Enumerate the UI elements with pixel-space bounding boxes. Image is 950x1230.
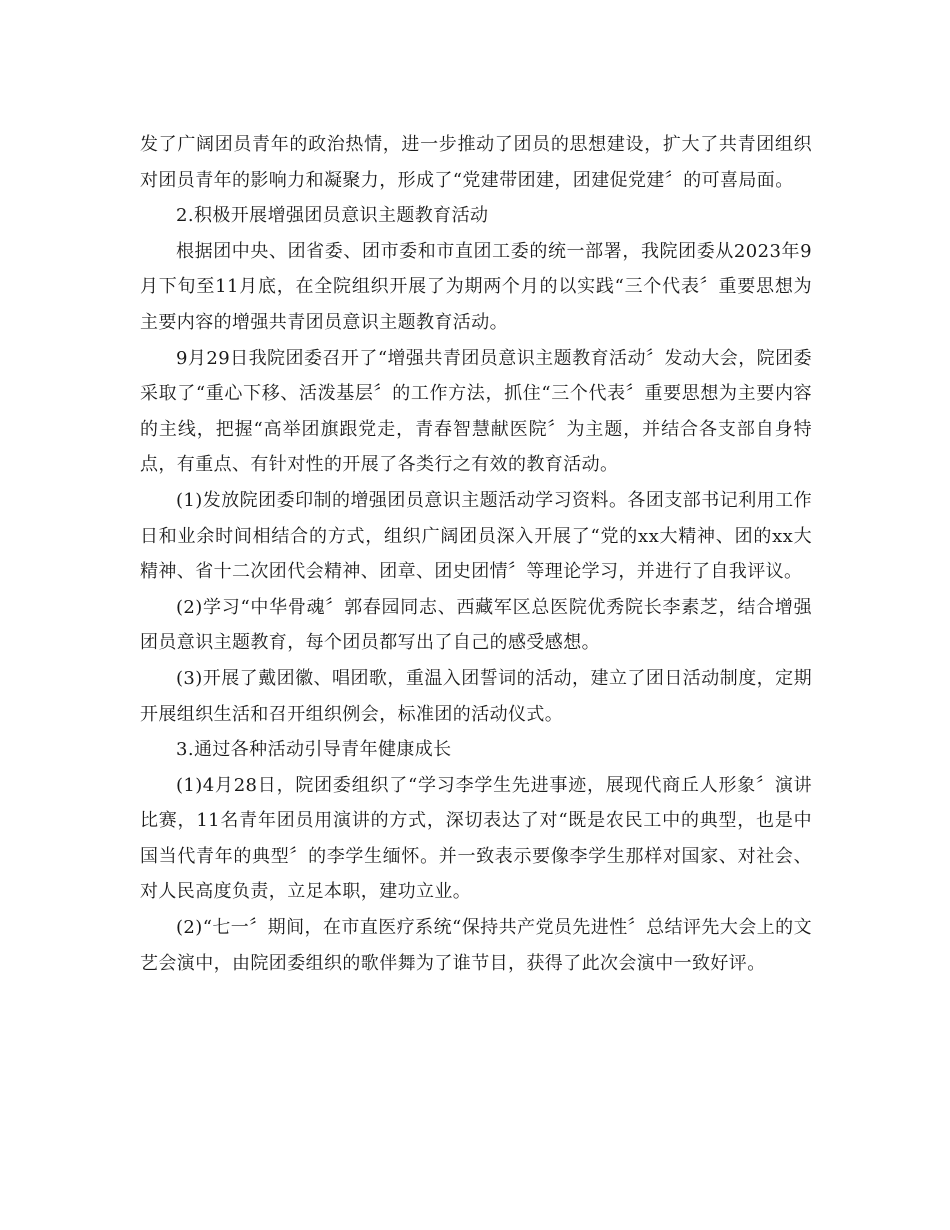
section-heading-3: 3.通过各种活动引导青年健康成长 xyxy=(176,739,452,761)
list-item: (2)“七一〞期间，在市直医疗系统“保持共产党员先进性〞总结评先大会上的文艺会演中，由院团委组织的歌伴舞为了谁节目，获得了此次会演中一致好评。 xyxy=(140,917,812,974)
list-item: (2)学习“中华骨魂〞郭春园同志、西藏军区总医院优秀院长李素芝，结合增强团员意识主题教育，每个团员都写出了自己的感受感想。 xyxy=(140,596,812,654)
document-body xyxy=(140,127,812,981)
paragraph: 9月29日我院团委召开了“增强共青团员意识主题教育活动〞发动大会，院团委采取了“重心下移、活泼基层〞的工作方法，抓住“三个代表〞重要思想为主要内容的主线，把握“高举团旗跟党走，青春智慧献医院〞为主题，并结合各支部自身特点，有重点、有针对性的开展了各类行之有效的教育活动。 xyxy=(140,347,812,476)
list-item: (1)4月28日，院团委组织了“学习李学生先进事迹，展现代商丘人形象〞演讲比赛，11名青年团员用演讲的方式，深切表达了对“既是农民工中的典型，也是中国当代青年的典型〞的李学生缅怀。并一致表示要像李学生那样对国家、对社会、对人民高度负责，立足本职，建功立业。 xyxy=(140,774,812,903)
list-item: (1)发放院团委印制的增强团员意识主题活动学习资料。各团支部书记利用工作日和业余时间相结合的方式，组织广阔团员深入开展了“党的xx大精神、团的xx大精神、省十二次团代会精神、团章、团史团情〞等理论学习，并进行了自我评议。 xyxy=(140,489,812,583)
paragraph: 根据团中央、团省委、团市委和市直团工委的统一部署，我院团委从2023年9月下旬至11月底，在全院组织开展了为期两个月的以实践“三个代表〞重要思想为主要内容的增强共青团员意识主题教育活动。 xyxy=(140,240,812,333)
paragraph-continuation: 发了广阔团员青年的政治热情，进一步推动了团员的思想建设，扩大了共青团组织对团员青年的影响力和凝聚力，形成了“党建带团建，团建促党建〞的可喜局面。 xyxy=(140,134,812,191)
list-item: (3)开展了戴团徽、唱团歌，重温入团誓词的活动，建立了团日活动制度，定期开展组织生活和召开组织例会，标准团的活动仪式。 xyxy=(140,667,812,725)
section-heading-2: 2.积极开展增强团员意识主题教育活动 xyxy=(176,205,489,227)
